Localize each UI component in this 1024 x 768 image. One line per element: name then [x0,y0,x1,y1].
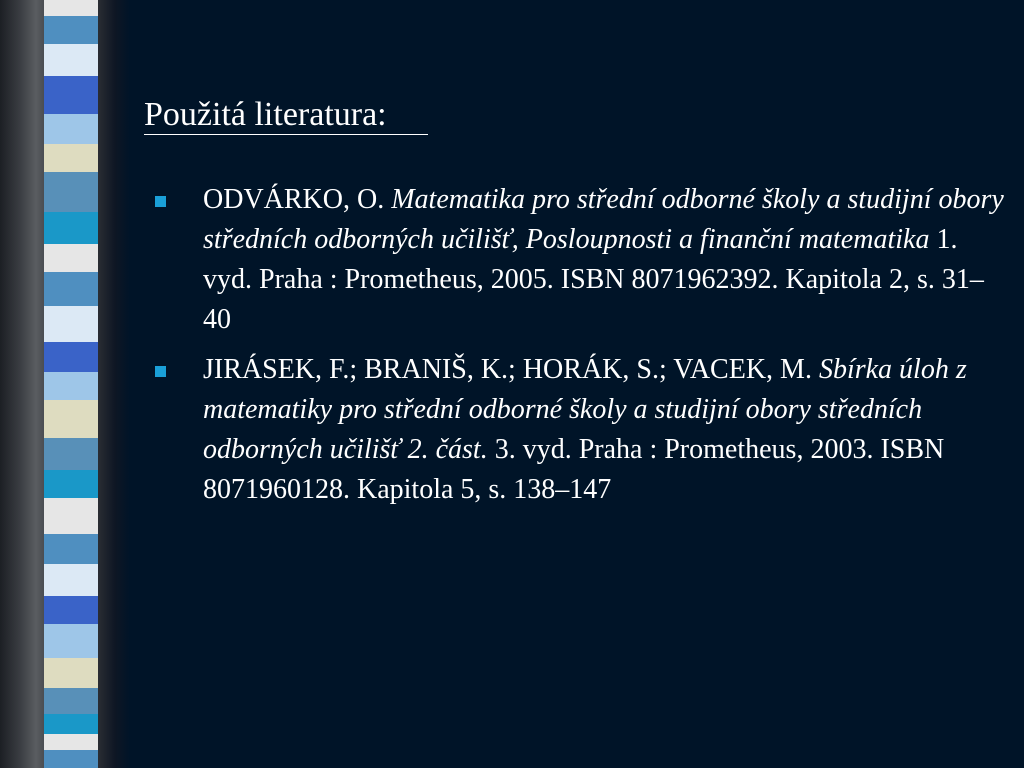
decorative-stripe [44,244,98,272]
decorative-stripe [44,534,98,564]
decorative-stripe [44,144,98,172]
reference-item [150,180,1010,340]
decorative-stripe [44,470,98,498]
reference-author: ODVÁRKO, O. [203,184,392,215]
decorative-stripe [44,342,98,372]
stripe-column [44,0,98,768]
slide-title: Použitá literatura: [144,96,387,133]
decorative-stripe [44,212,98,244]
decorative-stripe [44,688,98,714]
decorative-stripe [44,372,98,400]
decorative-stripe [44,564,98,596]
decorative-stripe [44,44,98,76]
decorative-stripe [44,498,98,534]
reference-details: 1. vyd. Praha : Prometheus, 2005. ISBN 8071962392. Kapitola 2, s. 31–40 [203,224,984,335]
decorative-stripe [44,172,98,212]
square-bullet-icon [155,366,166,377]
reference-author: JIRÁSEK, F.; BRANIŠ, K.; HORÁK, S.; VACEK, M. [203,354,819,385]
reference-work-title: Sbírka úloh z matematiky pro střední odborné školy a studijní obory středních odborných učilišť 2. část. [203,354,967,465]
decorative-stripe [44,272,98,306]
reference-item [150,350,1010,510]
square-bullet-icon [155,196,166,207]
reference-details: 3. vyd. Praha : Prometheus, 2003. ISBN 8071960128. Kapitola 5, s. 138–147 [203,434,945,505]
reference-list [150,180,1010,520]
title-underline [144,134,428,135]
decorative-stripe [44,624,98,658]
reference-work-title: Matematika pro střední odborné školy a studijní obory středních odborných učilišť, Posloupnosti a finanční matematika [203,184,1004,255]
decorative-stripe [44,734,98,750]
decorative-stripe [44,596,98,624]
decorative-stripe [44,714,98,734]
decorative-stripe [44,76,98,114]
decorative-stripe [44,114,98,144]
decorative-stripe [44,306,98,342]
decorative-stripe [44,16,98,44]
decorative-stripe [44,438,98,470]
decorative-stripe [44,750,98,768]
decorative-stripe [44,400,98,438]
decorative-stripe [44,658,98,688]
decorative-stripe [44,0,98,16]
